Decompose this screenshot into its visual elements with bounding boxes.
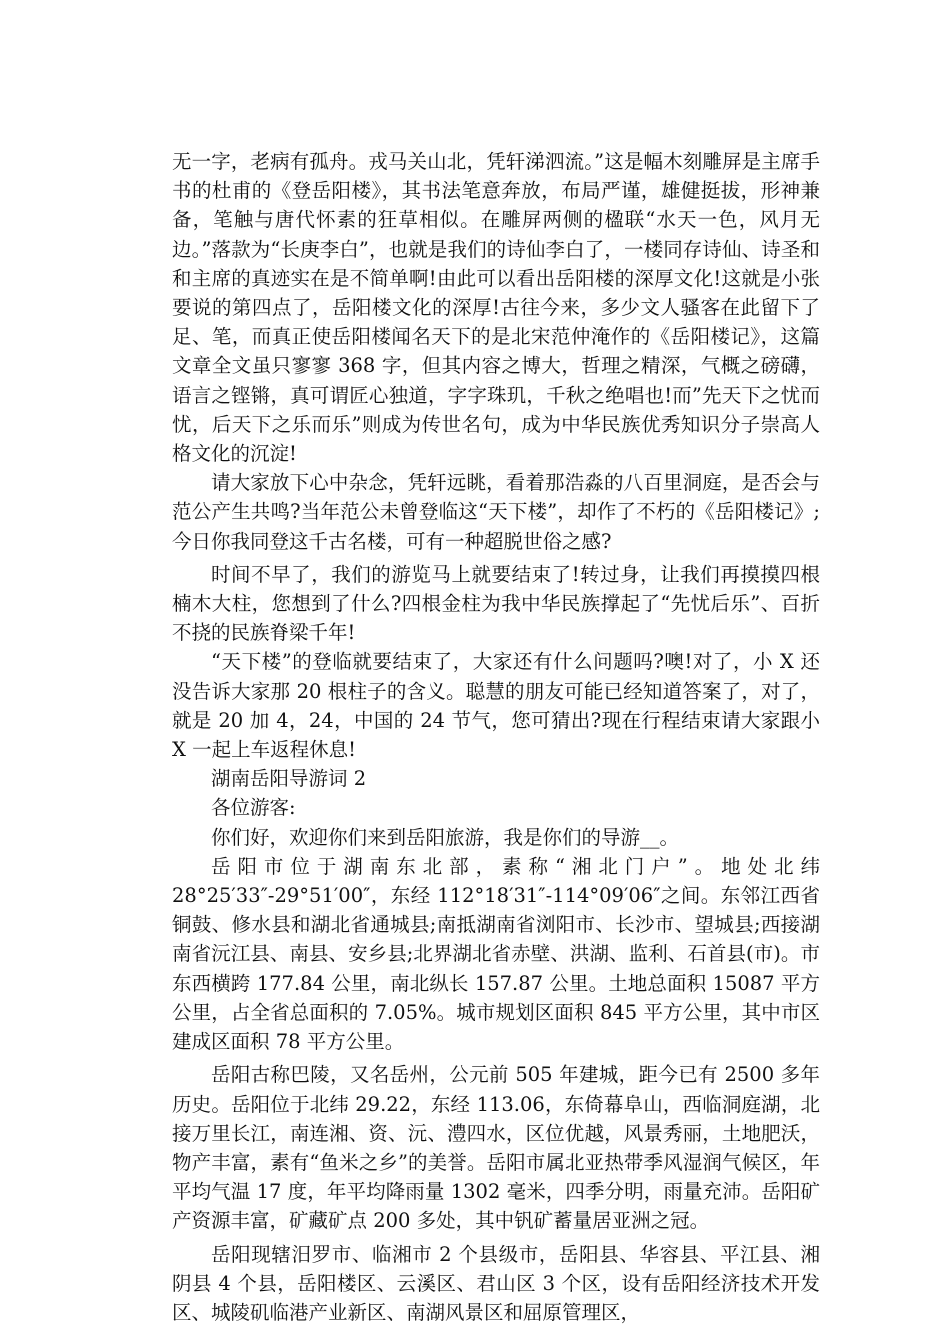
paragraph-location: 岳阳市位于湖南东北部，素称“湘北门户”。地处北纬 28°25′33″-29°51′00″，东经 112°18′31″-114°09′06″之间。东邻江西省铜鼓、修水县和湖北省通城县;南抵湖南省浏阳市、长沙市、望城县;西接湖南省沅江县、南县、安乡县;北界湖北省赤壁、洪湖、监利、石首县(市)。市东西横跨 177.84 公里，南北纵长 157.87 公里。土地总面积 15087 平方公里，占全省总面积的 7.05%。城市规划区面积 845 平方公里，其中市区建成区面积 78 平方公里。 xyxy=(172,854,820,1054)
greeting: 各位游客: xyxy=(211,796,296,820)
paragraph-time-ending: 时间不早了，我们的游览马上就要结束了!转过身，让我们再摸摸四根楠木大柱，您想到了什么?四根金柱为我中华民族撑起了“先忧后乐”、百折不挠的民族脊梁千年! xyxy=(172,562,820,645)
paragraph-yueyang-poem-calligraphy: 无一字，老病有孤舟。戎马关山北，凭轩涕泗流。”这是幅木刻雕屏是主席手书的杜甫的《登岳阳楼》，其书法笔意奔放，布局严谨，雄健挺拔，形神兼备，笔触与唐代怀素的狂草相似。在雕屏两侧的楹联“水天一色，风月无边。”落款为“长庚李白”，也就是我们的诗仙李白了，一楼同存诗仙、诗圣和和主席的真迹实在是不简单啊!由此可以看出岳阳楼的深厚文化!这就是小张要说的第四点了，岳阳楼文化的深厚!古往今来，多少文人骚客在此留下了足、笔，而真正使岳阳楼闻名天下的是北宋范仲淹作的《岳阳楼记》，这篇文章全文虽只寥寥 368 字，但其内容之博大，哲理之精深，气概之磅礴，语言之铿锵，真可谓匠心独道，字字珠玑，千秋之绝唱也!而”先天下之忧而忧，后天下之乐而乐”则成为传世名句，成为中华民族优秀知识分子崇高人格文化的沉淀! xyxy=(172,150,820,466)
paragraph-pillars-meaning: “天下楼”的登临就要结束了，大家还有什么问题吗?噢!对了，小 X 还没告诉大家那 20 根柱子的含义。聪慧的朋友可能已经知道答案了，对了，就是 20 加 4，24，中国的 24 节气，您可猜出?现在行程结束请大家跟小 X 一起上车返程休息! xyxy=(172,650,820,762)
paragraph-look-afar: 请大家放下心中杂念，凭轩远眺，看着那浩淼的八百里洞庭，是否会与范公产生共鸣?当年范公未曾登临这“天下楼”，却作了不朽的《岳阳楼记》;今日你我同登这千古名楼，可有一种超脱世俗之感? xyxy=(172,471,820,553)
paragraph-administration: 岳阳现辖汨罗市、临湘市 2 个县级市，岳阳县、华容县、平江县、湘阴县 4 个县，岳阳楼区、云溪区、君山区 3 个区，设有岳阳经济技术开发区、城陵矶临港产业新区、南湖风景区和屈原管理区， xyxy=(172,1242,820,1324)
document-body xyxy=(172,147,820,1327)
welcome-line: 你们好，欢迎你们来到岳阳旅游，我是你们的导游__。 xyxy=(211,825,680,849)
section-title: 湖南岳阳导游词 2 xyxy=(211,767,367,791)
paragraph-history: 岳阳古称巴陵，又名岳州，公元前 505 年建城，距今已有 2500 多年历史。岳阳位于北纬 29.22，东经 113.06，东倚幕阜山，西临洞庭湖，北接万里长江，南连湘、资、沅、澧四水，区位优越，风景秀丽，土地肥沃，物产丰富，素有“鱼米之乡”的美誉。岳阳市属北亚热带季风湿润气候区，年平均气温 17 度，年平均降雨量 1302 毫米，四季分明，雨量充沛。岳阳矿产资源丰富，矿藏矿点 200 多处，其中钒矿蓄量居亚洲之冠。 xyxy=(172,1063,820,1233)
